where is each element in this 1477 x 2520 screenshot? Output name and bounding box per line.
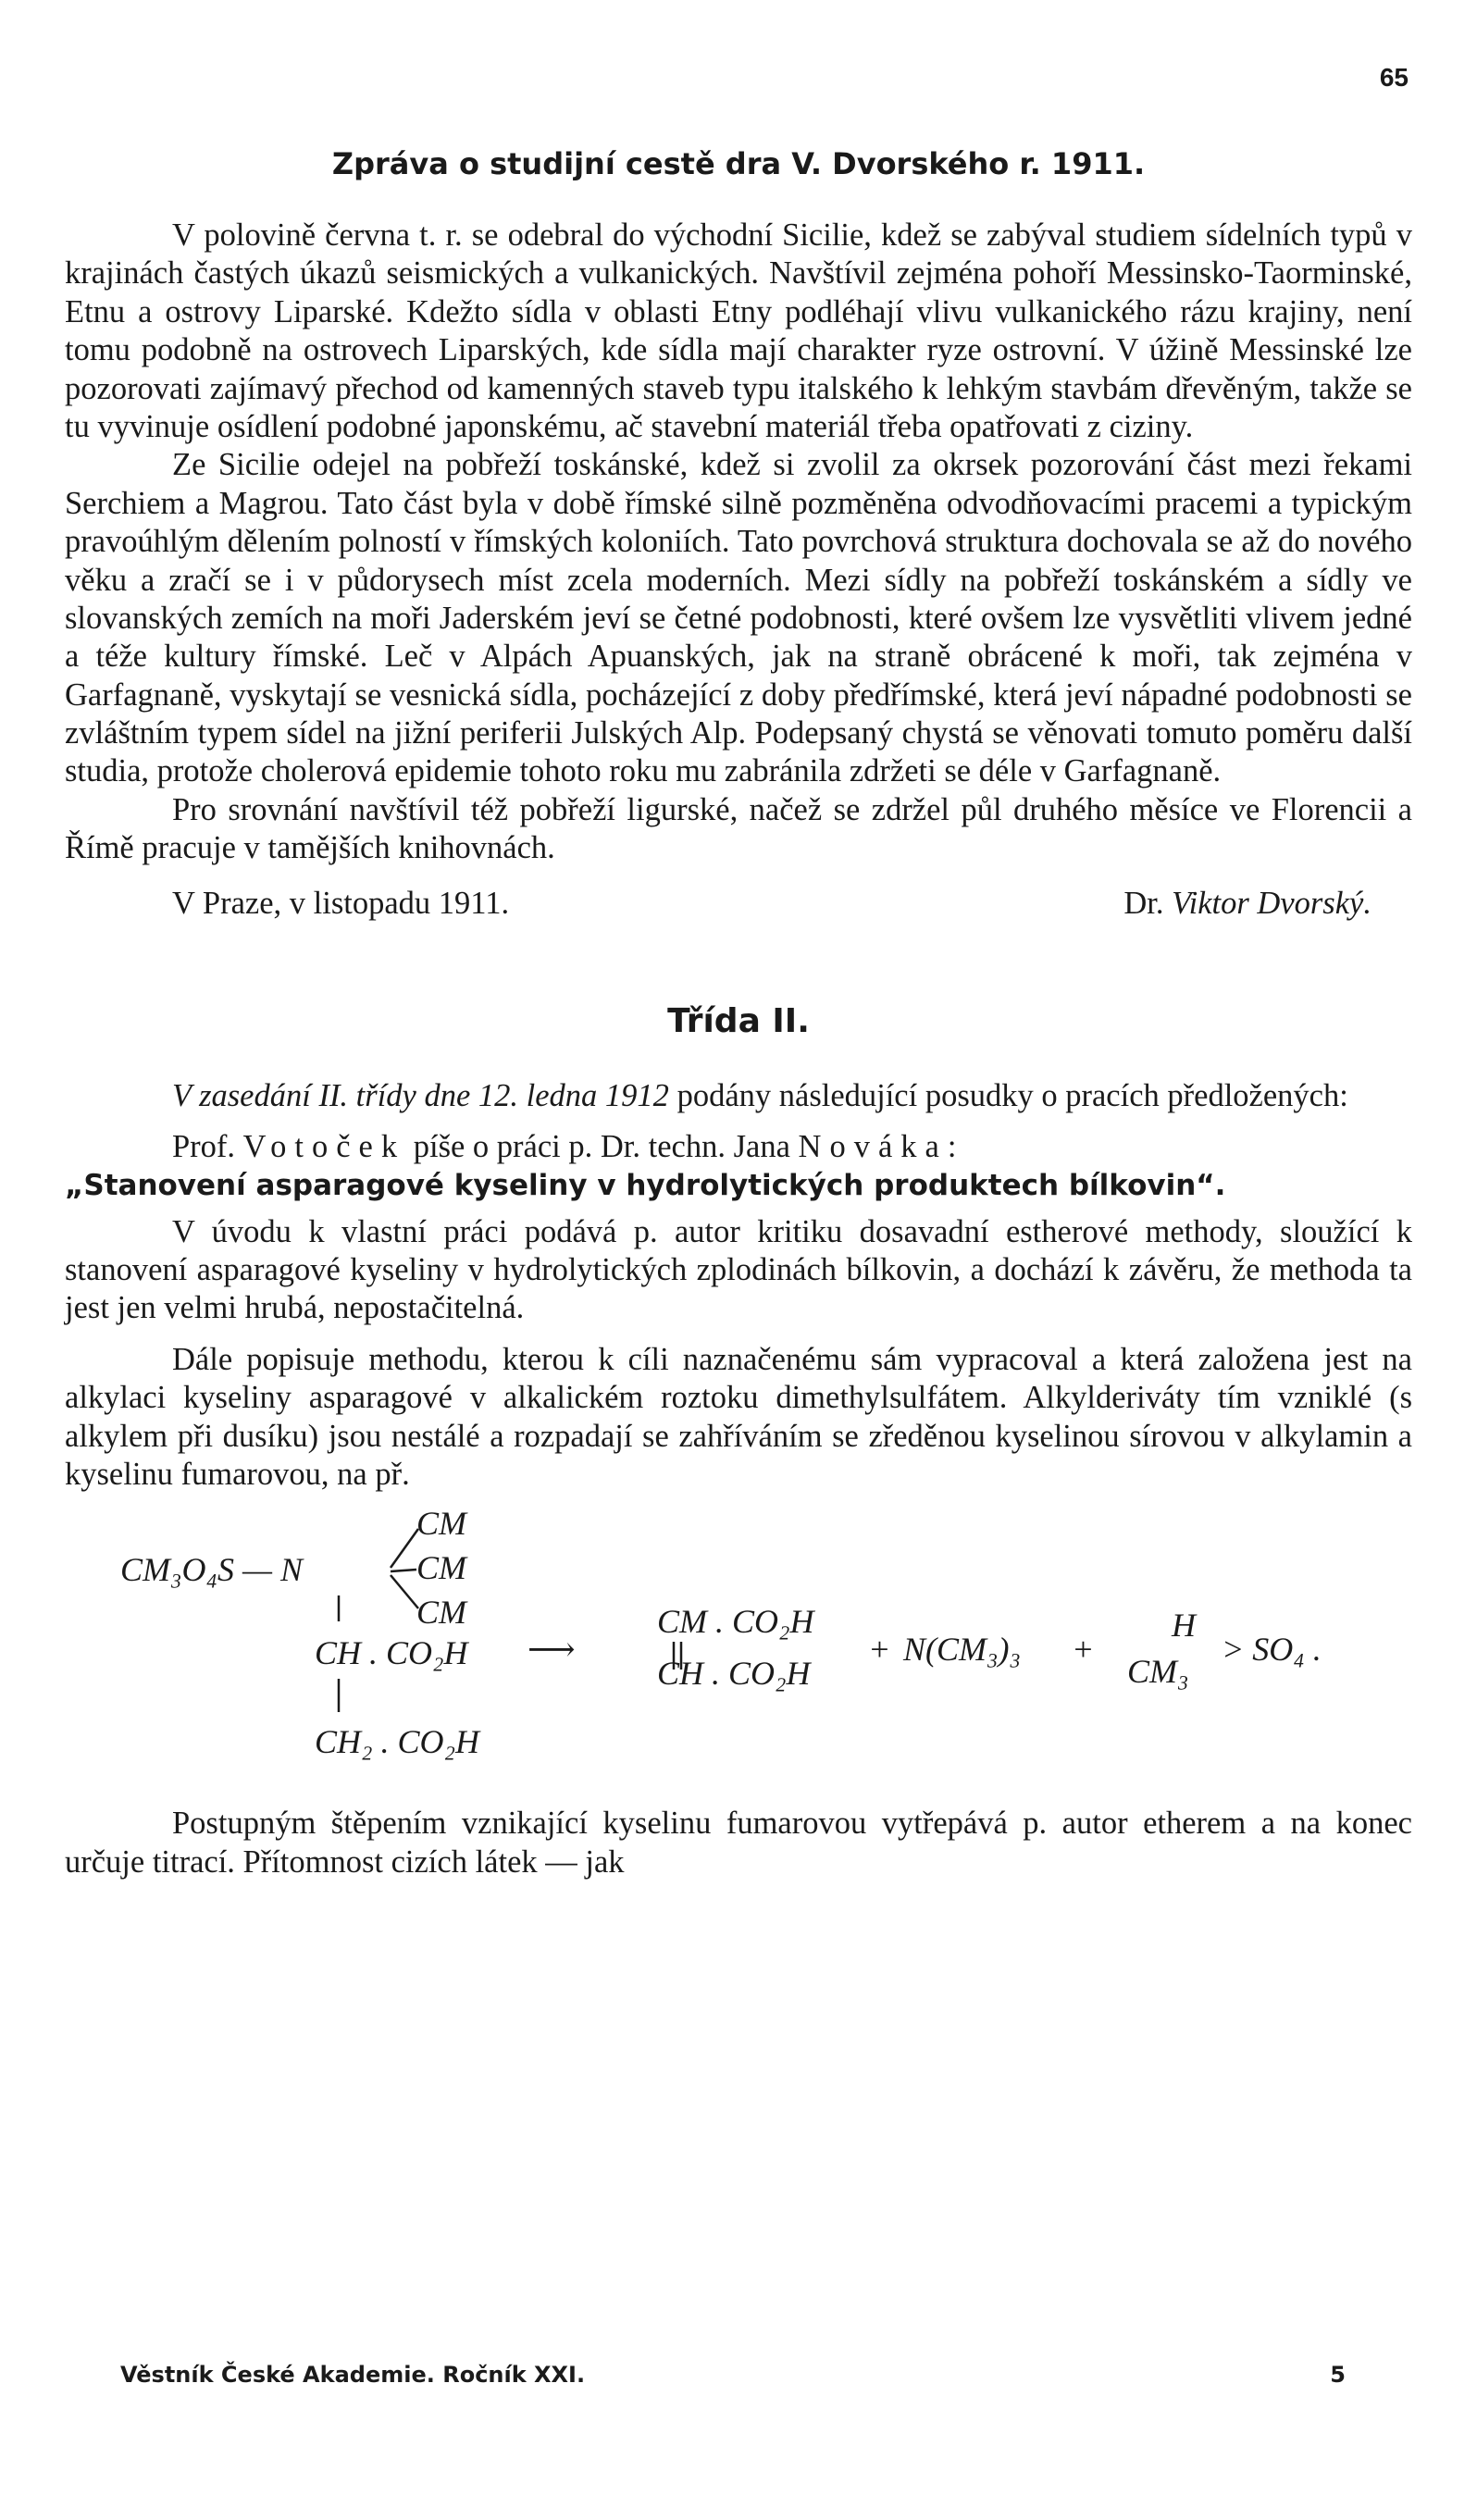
work-title: „Stanovení asparagové kyseliny v hydrolytických produktech bílkovin“. xyxy=(65,1168,1226,1202)
bond-line-mid xyxy=(391,1570,416,1571)
formula-svg xyxy=(65,1507,1412,1784)
chain-ch: CH . CO₂H xyxy=(315,1634,468,1672)
product-bot: CH . CO₂H xyxy=(657,1655,811,1693)
session-text: podány následující posudky o pracích předložených: xyxy=(668,1078,1348,1114)
review-paragraph-2: Dále popisuje methodu, kterou k cíli naznačenému sám vypracoval a která založena jest na alkylaci kyseliny asparagové v alkalickém roztoku dimethylsulfátem. Alkylderiváty tím vzniklé (s alkylem při dusíku) jsou nestálé a rozpadají se zahříváním se zředěnou kyselinou sírovou v alkylamin a kyselinu fumarovou, na př. xyxy=(65,1341,1412,1492)
place-date: V Praze, v listopadu 1911. xyxy=(172,885,510,921)
signature-title: Dr. xyxy=(1123,885,1164,921)
report-paragraph-3: Pro srovnání navštívil též pobřeží ligurské, načež se zdržel půl druhého měsíce ve Florencii a Římě pracuje v tamějších knihovnách. xyxy=(65,791,1412,866)
reviewer-name: Votoček xyxy=(242,1129,406,1165)
bond-line-top xyxy=(391,1529,418,1568)
n-substituent-mid: CM xyxy=(416,1549,466,1587)
page-content xyxy=(65,146,1412,1881)
report-heading: Zpráva o studijní cestě dra V. Dvorského r. 1911. xyxy=(331,146,1146,181)
report-paragraph-2: Ze Sicilie odejel na pobřeží toskánské, kdež si zvolil za okrsek pozorování část mezi řekami Serchiem a Magrou. Tato část byla v době římské silně pozměněna odvodňovacími pracemi a typickým pravoúhlým dělením polností v římských koloniích. Tato povrchová struktura dochovala se až do nového věku a zračí se i v půdorysech míst zcela moderních. Mezi sídly na pobřeží toskánském a sídly ve slovanských zemích na moři Jaderském jeví se četné podobnosti, které ovšem lze vysvětliti vlivem jedné a téže kultury římské. Leč v Alpách Apuanských, jak na straně obrácené k moři, tak zejména v Garfagnaně, vyskytají se vesnická sídla, pocházející z doby předřímské, která jeví nápadné podobnosti se zvláštním typem sídel na jižní periferii Julských Alp. Podepsaný chystá se věnovati tomuto poměru další studia, protože cholerová epidemie tohoto roku mu zabránila zdržeti se déle v Garfagnaně. xyxy=(65,447,1412,789)
journal-name: Věstník České Akademie. Ročník XXI. xyxy=(120,2362,586,2388)
session-date: V zasedání II. třídy dne 12. ledna 1912 xyxy=(172,1078,669,1114)
class-heading: Třída II. xyxy=(667,1002,810,1041)
reactant-prefix: CM₃O₄S — N xyxy=(120,1551,304,1589)
report-signature-row xyxy=(65,885,1412,923)
product-top: CM . CO₂H xyxy=(657,1603,814,1641)
review-paragraph-1: V úvodu k vlastní práci podává p. autor kritiku dosavadní estherové methody, sloužící k stanovení asparagové kyseliny v hydrolytických zplodinách bílkovin, a dochází k závěru, že methoda ta jest jen velmi hrubá, nepostačitelná. xyxy=(65,1213,1412,1326)
page-footer xyxy=(120,2362,1346,2388)
author-name: Nováka xyxy=(798,1129,948,1165)
closing-paragraph: Postupným štěpením vznikající kyselinu fumarovou vytřepává p. autor etherem a na konec určuje titrací. Přítomnost cizích látek — jak xyxy=(65,1806,1412,1880)
amine-product: N(CM₃)₃ xyxy=(903,1631,1022,1669)
review-intro-prefix: Prof. xyxy=(172,1129,243,1165)
sulfate-h: H xyxy=(1172,1607,1196,1645)
n-substituent-top: CM xyxy=(416,1507,466,1543)
n-substituent-bot: CM xyxy=(416,1594,466,1632)
sulfate-rest: > SO₄ . xyxy=(1222,1631,1322,1669)
reaction-arrow: ⟶ xyxy=(528,1631,576,1669)
sulfate-cm3: CM₃ xyxy=(1127,1653,1189,1691)
review-intro-suffix: : xyxy=(947,1129,957,1165)
review-intro xyxy=(65,1128,1412,1166)
signature-name: Viktor Dvorský. xyxy=(1172,885,1372,921)
chemical-formula xyxy=(65,1507,1412,1784)
plus-sign-1: + xyxy=(868,1631,891,1669)
chain-ch2: CH₂ . CO₂H xyxy=(315,1723,480,1761)
signature xyxy=(1123,885,1372,923)
session-paragraph xyxy=(65,1077,1412,1115)
report-paragraph-1: V polovině června t. r. se odebral do východní Sicilie, kdež se zabýval studiem sídelních typů v krajinách častých úkazů seismických a vulkanických. Navštívil zejména pohoří Messinsko-Taorminské, Etnu a ostrovy Liparské. Kdežto sídla v oblasti Etny podléhají vlivu vulkanického rázu krajiny, není tomu podobně na ostrovech Liparských, kde sídla mají charakter ryze ostrovní. V úžině Messinské lze pozorovati zajímavý přechod od kamenných staveb typu italského k lehkým stavbám dřevěným, takže se tu vyvinuje osídlení podobné japonskému, ač stavební materiál třeba opatřovati z ciziny. xyxy=(65,217,1412,444)
signature-mark: 5 xyxy=(1330,2362,1346,2388)
plus-sign-2: + xyxy=(1072,1631,1095,1669)
page-number: 65 xyxy=(1379,63,1409,92)
review-intro-mid: píše o práci p. Dr. techn. Jana xyxy=(405,1129,799,1165)
bond-line-bot xyxy=(391,1575,418,1608)
